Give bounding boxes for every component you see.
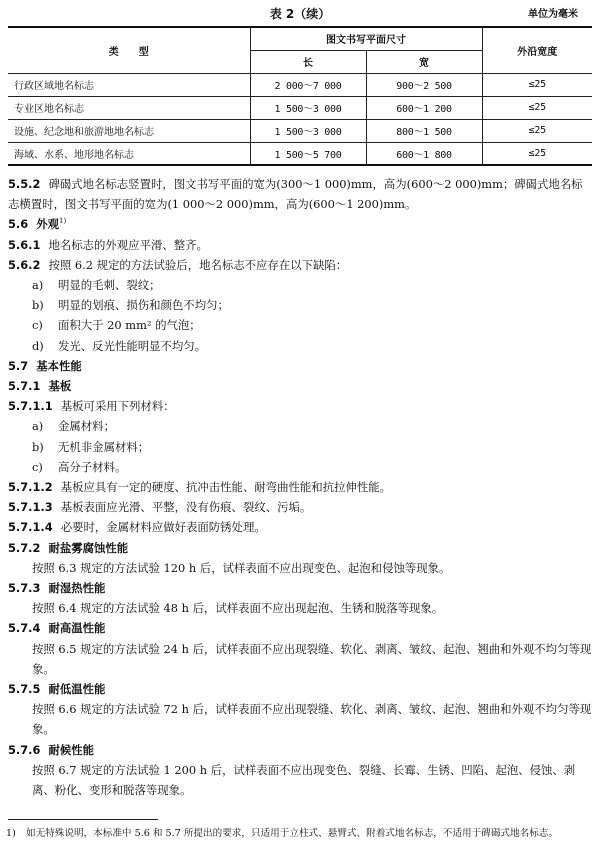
section-5-7-6 <box>8 740 592 760</box>
section-title: 耐高温性能 <box>48 621 106 636</box>
list-text: 面积大于 20 mm² 的气泡； <box>58 318 201 333</box>
footnote-divider <box>8 819 158 820</box>
list-marker: c) <box>32 459 43 474</box>
table-caption-bar <box>0 6 600 22</box>
cell-width: 600～1 200 <box>366 96 482 119</box>
list-item <box>8 295 592 315</box>
section-title: 耐候性能 <box>48 742 95 757</box>
clause-text: 按照 6.2 规定的方法试验后，地名标志不应存在以下缺陷： <box>48 257 348 272</box>
cell-length: 1 500～3 000 <box>250 96 366 119</box>
section-number: 5.6 <box>8 217 29 232</box>
section-title: 耐低温性能 <box>48 682 106 697</box>
list-item <box>8 275 592 295</box>
list-item <box>8 315 592 335</box>
cell-length: 1 500～3 000 <box>250 119 366 142</box>
header-width: 宽 <box>366 50 482 73</box>
cell-width: 900～2 500 <box>366 73 482 96</box>
cell-type: 海域、水系、地形地名标志 <box>8 142 250 165</box>
section-text: 按照 6.4 规定的方法试验 48 h 后，试样表面不应出现起泡、生锈和脱落等现象。 <box>32 601 444 616</box>
list-text: 发光、反光性能明显不均匀。 <box>58 338 207 353</box>
table-row <box>8 73 592 96</box>
list-marker: a) <box>32 419 44 434</box>
table-row <box>8 96 592 119</box>
section-text: 按照 6.6 规定的方法试验 72 h 后，试样表面不应出现裂缝、软化、剥离、皱纹、起泡、翘曲和外观不均匀等现象。 <box>32 702 592 737</box>
clause-text: 必要时，金属材料应做好表面防锈处理。 <box>60 520 266 535</box>
table-row <box>8 119 592 142</box>
section-5-7-5 <box>8 679 592 699</box>
section-number: 5.7.2 <box>8 540 41 555</box>
section-5-7-2 <box>8 538 592 558</box>
size-table <box>8 26 592 166</box>
clause-text: 基板可采用下列材料： <box>60 399 175 414</box>
list-marker: b) <box>32 298 44 313</box>
section-title: 耐盐雾腐蚀性能 <box>48 540 129 555</box>
section-5-7 <box>8 356 592 376</box>
footnote-mark: 1) <box>6 828 16 839</box>
clause-5-5-2 <box>8 174 592 214</box>
footnote <box>6 826 586 841</box>
list-text: 金属材料； <box>58 419 115 434</box>
list-text: 明显的划痕、损伤和颜色不均匀； <box>58 298 229 313</box>
list-text: 高分子材料。 <box>58 459 127 474</box>
header-size: 图文书写平面尺寸 <box>250 27 482 50</box>
section-title: 基本性能 <box>36 358 82 373</box>
section-5-6 <box>8 214 592 234</box>
clause-5-6-1 <box>8 235 592 255</box>
clause-text: 碑碣式地名标志竖置时，图文书写平面的宽为(300～1 000)mm，高为(600～2 000)mm；碑碣式地名标志横置时，图文书写平面的宽为(1 000～2 000)mm，高为(600～1 200)mm。 <box>8 177 583 212</box>
cell-type: 行政区域地名标志 <box>8 73 250 96</box>
section-number: 5.7.3 <box>8 581 41 596</box>
table-row <box>8 142 592 165</box>
section-number: 5.7.1 <box>8 379 41 394</box>
cell-margin: ≤25 <box>482 119 592 142</box>
section-5-7-3 <box>8 578 592 598</box>
table-caption: 表 2（续） <box>269 7 331 21</box>
list-item <box>8 336 592 356</box>
list-marker: a) <box>32 278 44 293</box>
clause-number: 5.5.2 <box>8 177 41 191</box>
clause-text: 基板应具有一定的硬度、抗冲击性能、耐弯曲性能和抗拉伸性能。 <box>60 480 392 495</box>
section-title: 基板 <box>48 379 72 394</box>
section-text: 按照 6.5 规定的方法试验 24 h 后，试样表面不应出现裂缝、软化、剥离、皱纹、起泡、翘曲和外观不均匀等现象。 <box>32 641 592 676</box>
section-title: 耐湿热性能 <box>48 581 106 596</box>
section-5-7-1 <box>8 376 592 396</box>
section-text: 按照 6.7 规定的方法试验 1 200 h 后，试样表面不应出现变色、裂缝、长霉、生锈、凹陷、起泡、侵蚀、剥离、粉化、变形和脱落等现象。 <box>32 762 576 798</box>
header-type: 类 型 <box>8 27 250 73</box>
clause-number: 5.7.1.1 <box>8 399 53 414</box>
table-unit: 单位为毫米 <box>528 9 578 20</box>
section-number: 5.7.6 <box>8 742 41 757</box>
section-number: 5.7 <box>8 358 29 373</box>
cell-margin: ≤25 <box>482 142 592 165</box>
list-item <box>8 457 592 477</box>
header-length: 长 <box>250 50 366 73</box>
clause-number: 5.7.1.4 <box>8 520 53 535</box>
clause-text: 基板表面应光滑、平整，没有伤痕、裂纹、污垢。 <box>60 500 312 515</box>
list-item <box>8 416 592 436</box>
clause-5-7-1-4 <box>8 517 592 537</box>
cell-width: 600～1 800 <box>366 142 482 165</box>
clause-5-6-2 <box>8 255 592 275</box>
clause-number: 5.6.2 <box>8 257 41 272</box>
cell-type: 专业区地名标志 <box>8 96 250 119</box>
cell-length: 1 500～5 700 <box>250 142 366 165</box>
clause-number: 5.7.1.3 <box>8 500 53 515</box>
clause-text: 地名标志的外观应平滑、整齐。 <box>48 237 208 252</box>
cell-width: 800～1 500 <box>366 119 482 142</box>
list-marker: b) <box>32 439 44 454</box>
footnote-text: 如无特殊说明，本标准中 5.6 和 5.7 所提出的要求，只适用于立柱式、悬臂式、附着式地名标志，不适用于碑碣式地名标志。 <box>26 828 558 839</box>
section-text: 按照 6.3 规定的方法试验 120 h 后，试样表面不应出现变色、起泡和侵蚀等现象。 <box>32 560 451 575</box>
clause-number: 5.6.1 <box>8 237 41 252</box>
section-title: 外观 <box>36 217 59 232</box>
list-marker: d) <box>32 338 44 353</box>
list-text: 无机非金属材料； <box>58 439 150 454</box>
header-margin: 外沿宽度 <box>482 27 592 73</box>
cell-margin: ≤25 <box>482 96 592 119</box>
document-body <box>8 174 592 800</box>
cell-type: 设施、纪念地和旅游地地名标志 <box>8 119 250 142</box>
section-5-7-4 <box>8 618 592 638</box>
cell-margin: ≤25 <box>482 73 592 96</box>
cell-length: 2 000～7 000 <box>250 73 366 96</box>
footnote-ref: 1) <box>58 217 67 226</box>
section-number: 5.7.4 <box>8 621 41 636</box>
list-marker: c) <box>32 318 43 333</box>
clause-5-7-1-2 <box>8 477 592 497</box>
clause-number: 5.7.1.2 <box>8 480 53 495</box>
clause-5-7-1-3 <box>8 497 592 517</box>
list-text: 明显的毛刺、裂纹； <box>58 278 161 293</box>
list-item <box>8 437 592 457</box>
clause-5-7-1-1 <box>8 396 592 416</box>
section-number: 5.7.5 <box>8 682 41 697</box>
